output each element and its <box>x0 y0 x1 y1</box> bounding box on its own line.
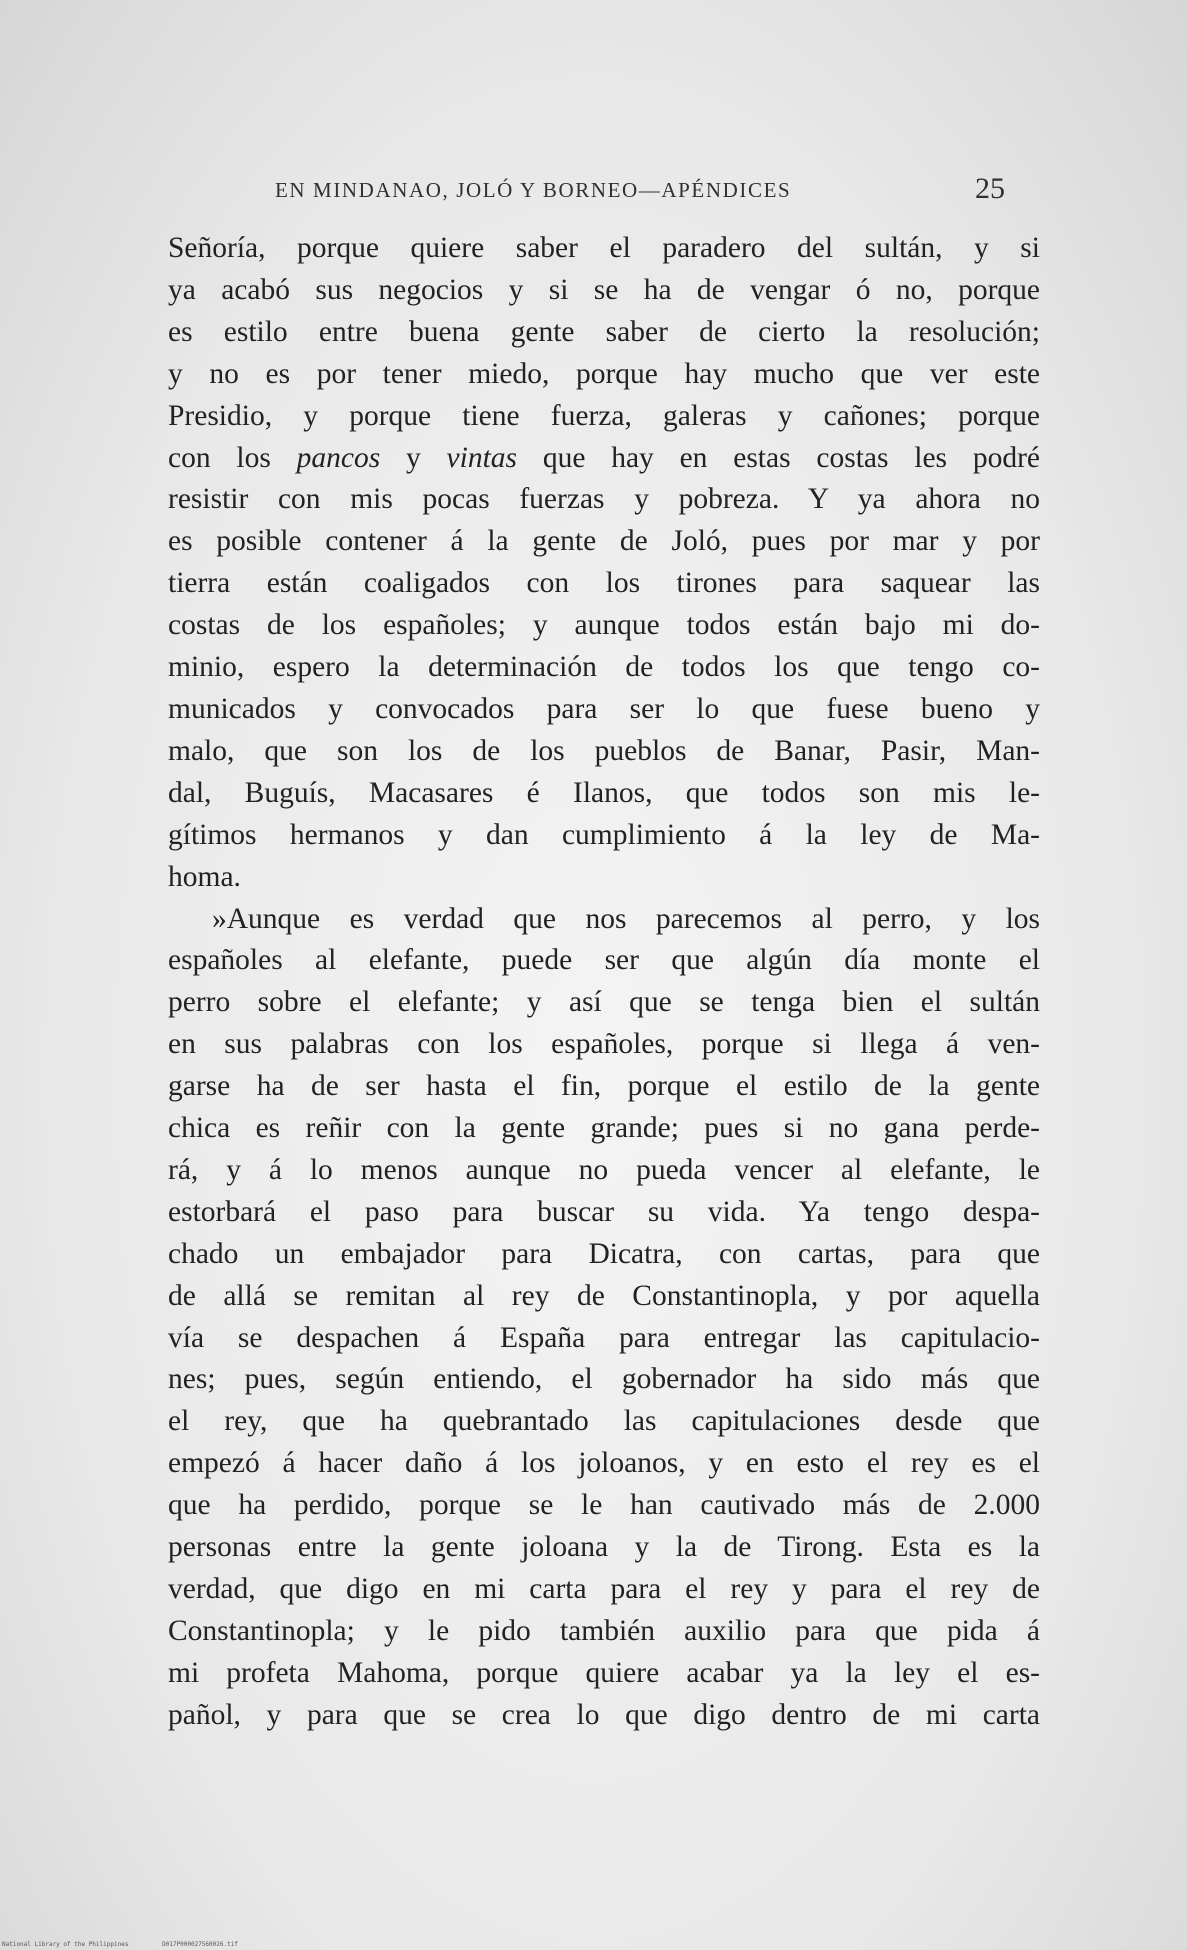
running-head <box>275 172 1015 205</box>
text-line: vía se despachen á España para entregar las capitulacio- <box>168 1321 1040 1354</box>
text-line: chica es reñir con la gente grande; pues si no gana perde- <box>168 1112 1040 1145</box>
text-line: verdad, que digo en mi carta para el rey y para el rey de <box>168 1573 1040 1605</box>
text-line: garse ha de ser hasta el fin, porque el estilo de la gente <box>168 1070 1040 1103</box>
text-line: que ha perdido, porque se le han cautivado más de 2.000 <box>168 1489 1040 1522</box>
text-line: en sus palabras con los españoles, porque si llega á ven- <box>168 1028 1040 1061</box>
text-line: chado un embajador para Dicatra, con cartas, para que <box>168 1237 1040 1270</box>
text-line: Presidio, y porque tiene fuerza, galeras y cañones; porque <box>168 399 1040 432</box>
text-line: municados y convocados para ser lo que fuese bueno y <box>168 692 1040 725</box>
text-line: perro sobre el elefante; y así que se tenga bien el sultán <box>168 986 1040 1019</box>
text-line: empezó á hacer daño á los joloanos, y en esto el rey es el <box>168 1447 1040 1480</box>
footer-institution: National Library of the Philippines <box>2 1941 129 1948</box>
text-line: malo, que son los de los pueblos de Banar, Pasir, Man- <box>168 734 1040 767</box>
text-line: españoles al elefante, puede ser que algún día monte el <box>168 944 1040 977</box>
text-line: es estilo entre buena gente saber de cierto la resolución; <box>168 315 1040 348</box>
text-line: dal, Buguís, Macasares é Ilanos, que todos son mis le- <box>168 776 1040 809</box>
text-line: tierra están coaligados con los tirones para saquear las <box>168 567 1040 600</box>
text-line: es posible contener á la gente de Joló, pues por mar y por <box>168 525 1040 558</box>
paragraph-start: »Aunque es verdad que nos parecemos al perro, y los <box>212 902 1040 935</box>
text-line: y no es por tener miedo, porque hay mucho que ver este <box>168 357 1040 390</box>
text-line: Señoría, porque quiere saber el paradero del sultán, y si <box>168 232 1040 264</box>
text-line: costas de los españoles; y aunque todos están bajo mi do- <box>168 609 1040 642</box>
page-number: 25 <box>975 172 1005 205</box>
running-head-title: EN MINDANAO, JOLÓ Y BORNEO—APÉNDICES <box>275 178 792 202</box>
footer-file-id: D017P000027560026.tif <box>162 1941 238 1948</box>
text-line: mi profeta Mahoma, porque quiere acabar ya la ley el es- <box>168 1656 1040 1689</box>
body-text <box>168 228 1040 1737</box>
text-line-with-italics <box>168 438 1040 480</box>
text-line: homa. <box>168 860 241 893</box>
text-line: Constantinopla; y le pido también auxilio para que pida á <box>168 1614 1040 1647</box>
text-line: personas entre la gente joloana y la de Tirong. Esta es la <box>168 1531 1040 1564</box>
text-line: ya acabó sus negocios y si se ha de vengar ó no, porque <box>168 273 1040 306</box>
text-line: estorbará el paso para buscar su vida. Ya tengo despa- <box>168 1195 1040 1228</box>
text-line: minio, espero la determinación de todos los que tengo co- <box>168 651 1040 684</box>
italic-term-vintas: vintas <box>446 441 518 474</box>
text-run: que hay en estas costas les podré <box>517 441 1040 474</box>
text-line: de allá se remitan al rey de Constantinopla, y por aquella <box>168 1279 1040 1312</box>
text-line: resistir con mis pocas fuerzas y pobreza. Y ya ahora no <box>168 483 1040 516</box>
text-run: y <box>380 441 447 474</box>
text-line: gítimos hermanos y dan cumplimiento á la ley de Ma- <box>168 818 1040 851</box>
text-line: nes; pues, según entiendo, el gobernador ha sido más que <box>168 1363 1040 1396</box>
text-run: con los <box>168 441 297 474</box>
text-line: pañol, y para que se crea lo que digo dentro de mi carta <box>168 1698 1040 1731</box>
text-line: rá, y á lo menos aunque no pueda vencer al elefante, le <box>168 1153 1040 1186</box>
italic-term-pancos: pancos <box>296 441 381 474</box>
text-line: el rey, que ha quebrantado las capitulaciones desde que <box>168 1405 1040 1438</box>
scan-footer <box>2 1941 268 1948</box>
